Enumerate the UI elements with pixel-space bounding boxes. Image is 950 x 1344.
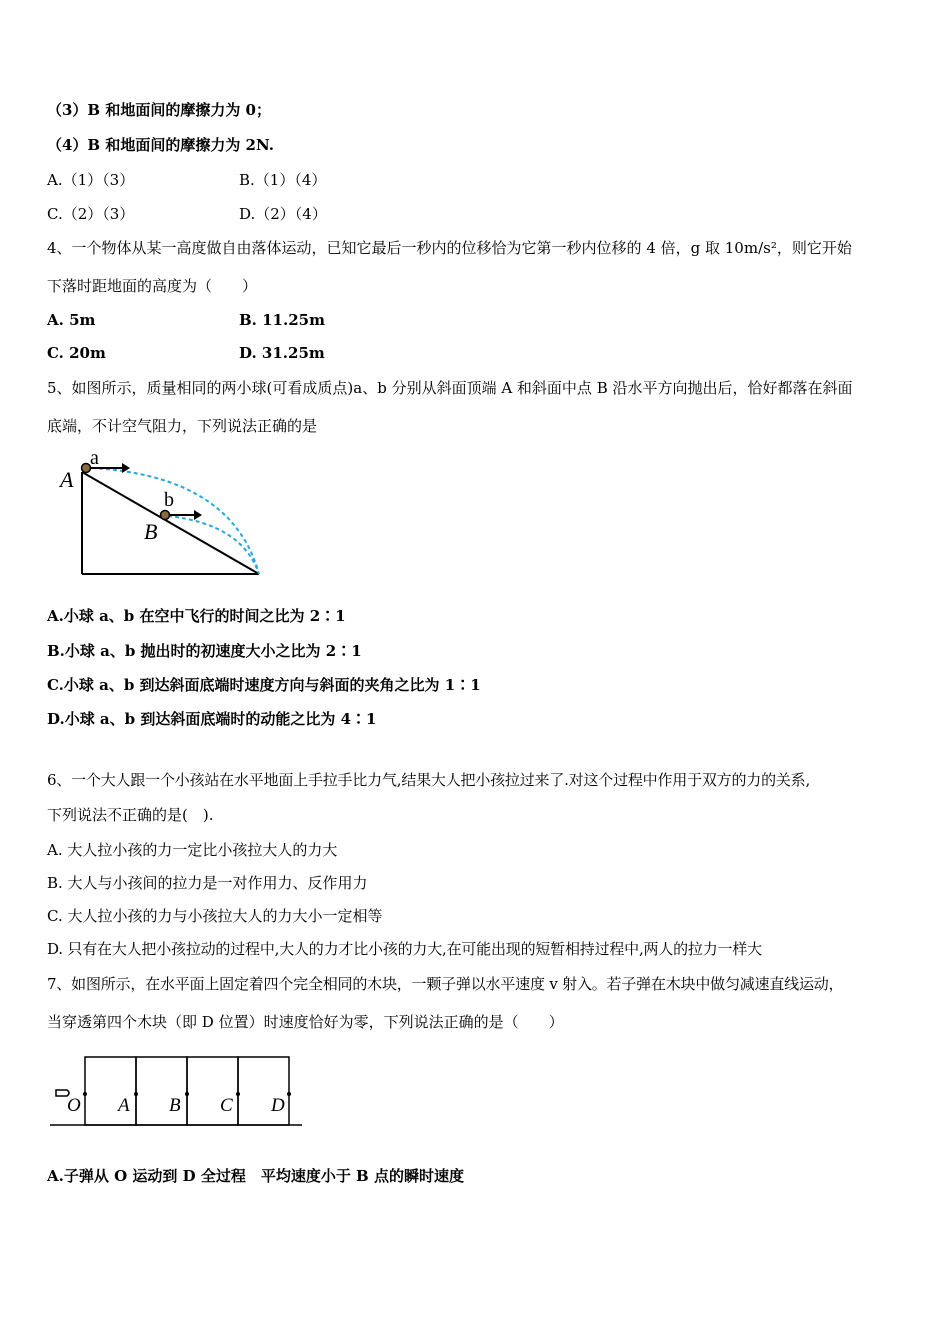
trajectory-a xyxy=(92,468,259,574)
q5-incline-figure xyxy=(52,446,272,581)
q6-option-a: A. 大人拉小孩的力一定比小孩拉大人的力大 xyxy=(47,841,338,859)
label-b: b xyxy=(164,489,174,511)
label-point-A: A xyxy=(60,467,74,492)
q7-blocks-figure xyxy=(45,1052,307,1132)
point-D-dot xyxy=(287,1092,291,1096)
label-D: D xyxy=(271,1095,285,1116)
point-O-dot xyxy=(83,1092,87,1096)
q3-statement-3: （3）B 和地面间的摩擦力为 0； xyxy=(47,101,271,119)
q5-option-b: B.小球 a、b 抛出时的初速度大小之比为 2∶1 xyxy=(47,642,362,660)
q4-stem-line2: 下落时距地面的高度为（ ） xyxy=(47,277,258,295)
label-point-B: B xyxy=(144,519,158,544)
q7-stem-line1: 7、如图所示，在水平面上固定着四个完全相同的木块，一颗子弹以水平速度 v 射入。若子弹在木块中做匀减速直线运动， xyxy=(47,975,844,993)
q5-option-c: C.小球 a、b 到达斜面底端时速度方向与斜面的夹角之比为 1∶1 xyxy=(47,676,481,694)
q7-option-a: A.子弹从 O 运动到 D 全过程 平均速度小于 B 点的瞬时速度 xyxy=(47,1167,464,1185)
q3-statement-4: （4）B 和地面间的摩擦力为 2N. xyxy=(47,136,274,154)
q4-option-b: B. 11.25m xyxy=(239,311,325,329)
label-C: C xyxy=(220,1095,233,1116)
q6-option-b: B. 大人与小孩间的拉力是一对作用力、反作用力 xyxy=(47,874,368,892)
q5-stem-line2: 底端，不计空气阻力，下列说法正确的是 xyxy=(47,417,318,435)
q5-stem-line1: 5、如图所示，质量相同的两小球(可看成质点)a、b 分别从斜面顶端 A 和斜面中点 B 沿水平方向抛出后，恰好都落在斜面 xyxy=(47,379,853,397)
label-A: A xyxy=(118,1095,130,1116)
point-C-dot xyxy=(236,1092,240,1096)
q4-option-a: A. 5m xyxy=(47,311,96,329)
point-B-dot xyxy=(185,1092,189,1096)
ball-b xyxy=(161,511,170,520)
q4-stem-line1: 4、一个物体从某一高度做自由落体运动，已知它最后一秒内的位移恰为它第一秒内位移的 4 倍，g 取 10m/s²，则它开始 xyxy=(47,239,852,257)
q7-stem-line2: 当穿透第四个木块（即 D 位置）时速度恰好为零，下列说法正确的是（ ） xyxy=(47,1013,564,1031)
q5-option-d: D.小球 a、b 到达斜面底端时的动能之比为 4∶1 xyxy=(47,710,377,728)
q3-option-b: B.（1）（4） xyxy=(239,171,327,189)
q6-stem-line1: 6、一个大人跟一个小孩站在水平地面上手拉手比力气,结果大人把小孩拉过来了.对这个过程中作用于双方的力的关系, xyxy=(47,771,811,789)
point-A-dot xyxy=(134,1092,138,1096)
q3-option-d: D.（2）（4） xyxy=(239,205,327,223)
q5-option-a: A.小球 a、b 在空中飞行的时间之比为 2∶1 xyxy=(47,607,346,625)
q4-option-d: D. 31.25m xyxy=(239,344,325,362)
q3-option-a: A.（1）（3） xyxy=(47,171,135,189)
q6-option-d: D. 只有在大人把小孩拉动的过程中,大人的力才比小孩的力大,在可能出现的短暂相持过程中,两人的拉力一样大 xyxy=(47,940,762,958)
q4-option-c: C. 20m xyxy=(47,344,106,362)
q6-option-c: C. 大人拉小孩的力与小孩拉大人的力大小一定相等 xyxy=(47,907,383,925)
q6-stem-line2: 下列说法不正确的是( ). xyxy=(47,806,214,824)
label-O: O xyxy=(67,1095,81,1116)
label-a: a xyxy=(90,447,99,469)
velocity-arrow-b-head xyxy=(194,510,202,520)
label-B: B xyxy=(169,1095,181,1116)
q3-option-c: C.（2）（3） xyxy=(47,205,135,223)
